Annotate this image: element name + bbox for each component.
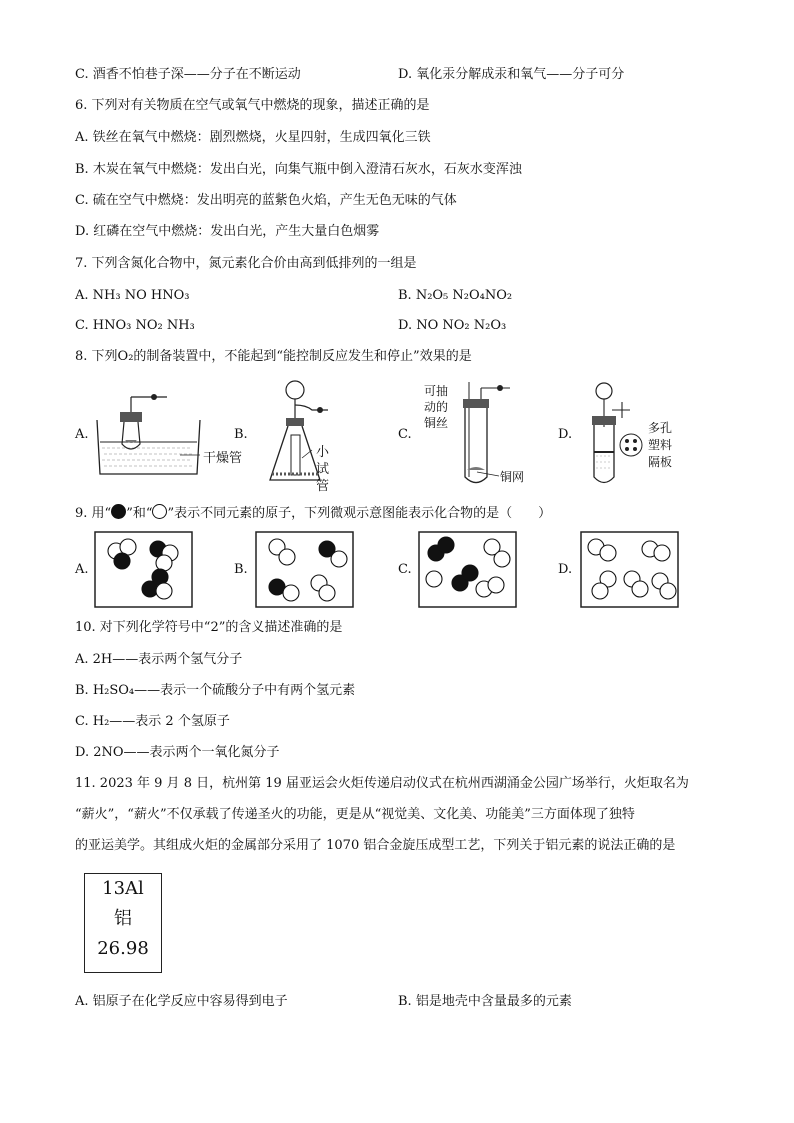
q7-option-c: C. HNO₃ NO₂ NH₃ (75, 318, 195, 333)
black-atom-icon (111, 504, 126, 519)
q9-label-b: B. (234, 562, 248, 577)
q8-label-c: C. (398, 427, 412, 442)
element-atomic-mass: 26.98 (97, 938, 149, 959)
white-atom-icon (152, 504, 167, 519)
q6-option-d: D. 红磷在空气中燃烧：发出白光，产生大量白色烟雾 (75, 224, 380, 239)
apparatus-d-note-2: 塑料 (648, 438, 673, 452)
apparatus-d-note-1: 多孔 (648, 421, 673, 435)
q10-option-c: C. H₂——表示 2 个氢原子 (75, 714, 230, 729)
q8-label-d: D. (558, 427, 573, 442)
q6-stem: 6. 下列对有关物质在空气或氧气中燃烧的现象，描述正确的是 (75, 98, 430, 113)
q9-diagram-a (94, 531, 194, 609)
q10-stem: 10. 对下列化学符号中“2”的含义描述准确的是 (75, 620, 343, 635)
q7-option-a: A. NH₃ NO HNO₃ (75, 288, 190, 303)
q9-stem (75, 504, 551, 523)
q10-option-d: D. 2NO——表示两个一氧化氮分子 (75, 745, 280, 760)
q7-stem: 7. 下列含氮化合物中，氮元素化合价由高到低排列的一组是 (75, 256, 417, 271)
apparatus-c-note-2: 动的 (424, 400, 449, 414)
q9-stem-post: ”表示不同元素的原子，下列微观示意图能表示化合物的是（ ） (167, 506, 552, 521)
q6-option-b: B. 木炭在氧气中燃烧：发出白光，向集气瓶中倒入澄清石灰水，石灰水变浑浊 (75, 162, 522, 177)
q8-stem: 8. 下列O₂的制备装置中，不能起到“能控制反应发生和停止”效果的是 (75, 349, 472, 364)
q5-option-d: D. 氧化汞分解成汞和氧气——分子可分 (398, 67, 625, 82)
apparatus-c-note-4: 铜网 (500, 470, 525, 484)
q9-label-a: A. (75, 562, 89, 577)
q11-option-b: B. 铝是地壳中含量最多的元素 (398, 994, 572, 1009)
q9-diagram-d (580, 531, 680, 609)
apparatus-a-drying-tube (92, 382, 232, 482)
q11-stem-line-3: 的亚运美学。其组成火炬的金属部分采用了 1070 铝合金旋压成型工艺，下列关于铝元素的说法正确的是 (75, 838, 676, 853)
q6-option-c: C. 硫在空气中燃烧：发出明亮的蓝紫色火焰，产生无色无味的气体 (75, 193, 457, 208)
apparatus-b-note-1: 小 (316, 445, 330, 460)
q9-label-d: D. (558, 562, 573, 577)
element-name: 铝 (114, 908, 132, 929)
q11-option-a: A. 铝原子在化学反应中容易得到电子 (75, 994, 288, 1009)
aluminum-element-card (84, 873, 162, 973)
apparatus-c-note-1: 可抽 (424, 384, 449, 398)
q7-option-d: D. NO NO₂ N₂O₃ (398, 318, 507, 333)
q9-label-c: C. (398, 562, 412, 577)
q5-option-c: C. 酒香不怕巷子深——分子在不断运动 (75, 67, 301, 82)
apparatus-b-small-test-tube (262, 380, 342, 490)
apparatus-d-note-3: 隔板 (648, 455, 673, 469)
q10-option-a: A. 2H——表示两个氢气分子 (75, 652, 243, 667)
q8-label-a: A. (75, 427, 89, 442)
q11-stem-line-1: 11. 2023 年 9 月 8 日，杭州第 19 届亚运会火炬传递启动仪式在杭州西湖涌金公园广场举行，火炬取名为 (75, 776, 689, 791)
apparatus-b-note-2: 试 (316, 462, 330, 477)
q8-label-b: B. (234, 427, 248, 442)
apparatus-b-note-3: 管 (316, 479, 330, 494)
q9-diagram-c (418, 531, 518, 609)
q6-option-a: A. 铁丝在氧气中燃烧：剧烈燃烧，火星四射，生成四氧化三铁 (75, 130, 431, 145)
apparatus-c-note-3: 铜丝 (424, 416, 449, 430)
q9-diagram-b (255, 531, 355, 609)
q9-stem-mid: ”和“ (126, 506, 153, 521)
porous-plate-detail-icon (618, 432, 644, 458)
q11-stem-line-2: “薪火”，“薪火”不仅承载了传递圣火的功能，更是从“视觉美、文化美、功能美”三方面体现了独特 (75, 807, 635, 822)
q10-option-b: B. H₂SO₄——表示一个硫酸分子中有两个氢元素 (75, 683, 356, 698)
q7-option-b: B. N₂O₅ N₂O₄NO₂ (398, 288, 513, 303)
element-number-symbol: 13Al (102, 878, 144, 899)
apparatus-a-note: 干燥管 (203, 451, 243, 466)
q9-stem-pre: 9. 用“ (75, 506, 112, 521)
